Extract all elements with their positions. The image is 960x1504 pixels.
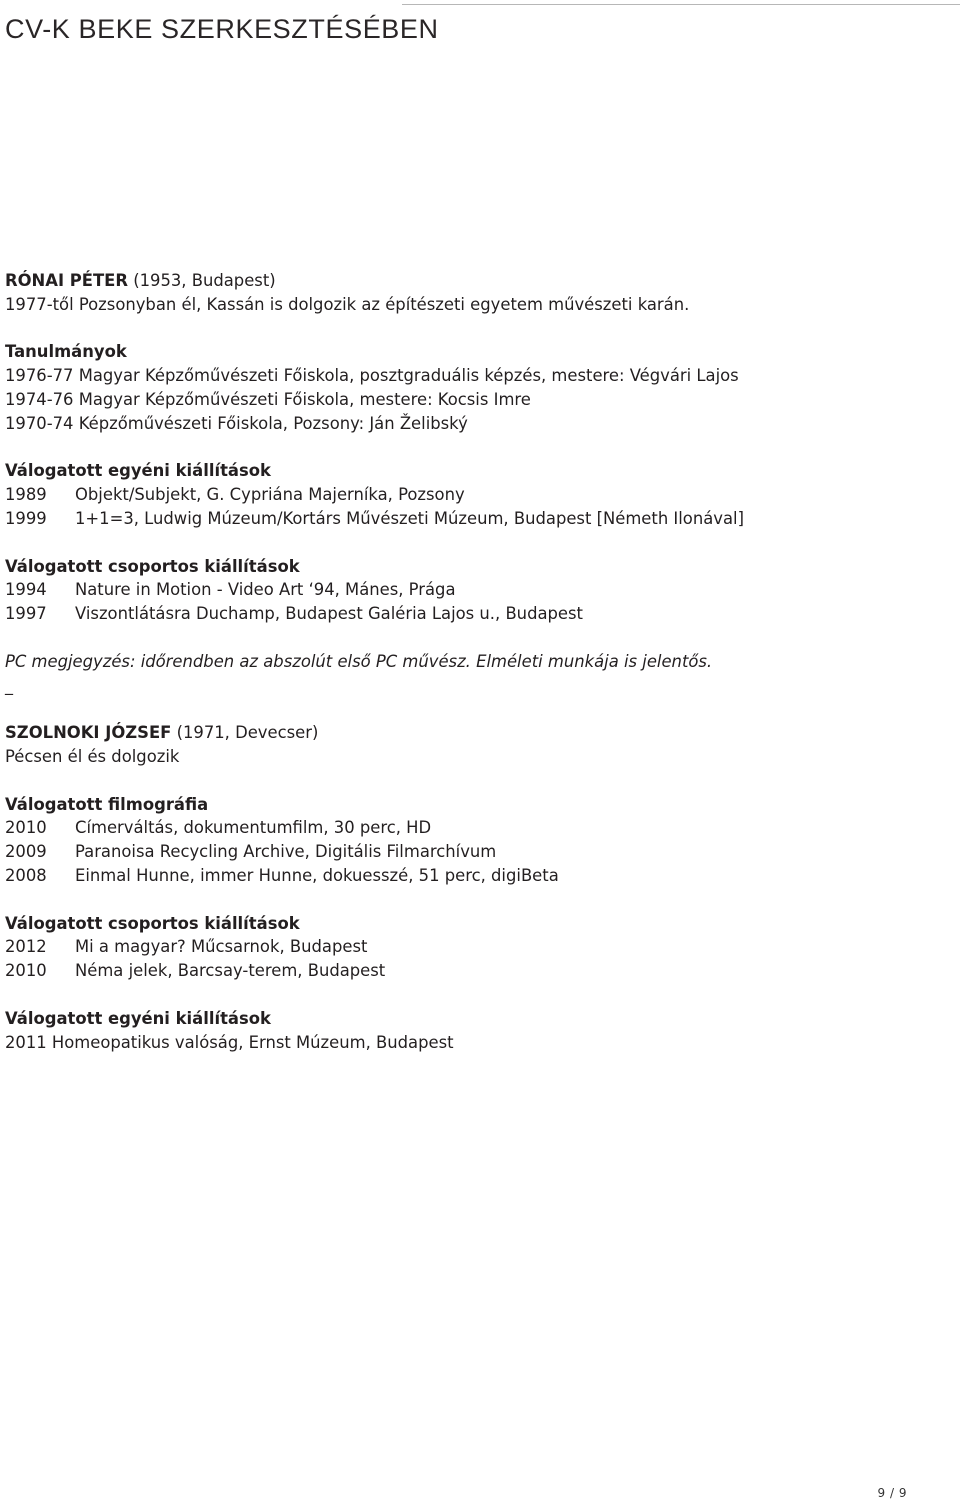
section-heading-group: Válogatott csoportos kiállítások: [5, 556, 300, 576]
study-item: 1974-76 Magyar Képzőművészeti Főiskola, mestere: Kocsis Imre: [5, 389, 531, 409]
section-heading-films: Válogatott filmográfia: [5, 794, 209, 814]
study-item: 1976-77 Magyar Képzőművészeti Főiskola, posztgraduális képzés, mestere: Végvári Lajos: [5, 366, 739, 386]
pc-note: PC megjegyzés: időrendben az abszolút első PC művész. Elméleti munkája is jelentős.: [5, 651, 713, 671]
exhibition-item: [5, 935, 955, 959]
film-text: Einmal Hunne, immer Hunne, dokuesszé, 51 perc, digiBeta: [75, 865, 559, 885]
exhibition-item: [5, 602, 955, 626]
person-bio: 1977-től Pozsonyban él, Kassán is dolgozik az építészeti egyetem művészeti karán.: [5, 294, 690, 314]
film-item: [5, 864, 955, 888]
exhibition-text: Mi a magyar? Műcsarnok, Budapest: [75, 937, 368, 957]
film-item: [5, 840, 955, 864]
exhibition-year: 2010: [5, 961, 47, 981]
study-item: 1970-74 Képzőművészeti Főiskola, Pozsony: Ján Želibský: [5, 413, 468, 433]
exhibition-year: 1989: [5, 485, 47, 505]
person-name: RÓNAI PÉTER: [5, 271, 128, 290]
exhibition-year: 1999: [5, 508, 47, 528]
person-name: SZOLNOKI JÓZSEF: [5, 723, 172, 743]
exhibition-text: Objekt/Subjekt, G. Cypriána Majerníka, Pozsony: [75, 485, 465, 505]
person-bio: Pécsen él és dolgozik: [5, 746, 180, 766]
exhibition-item: [5, 959, 955, 983]
person-heading: [5, 269, 955, 293]
exhibition-year: 1994: [5, 580, 47, 600]
exhibition-text: Nature in Motion - Video Art ‘94, Mánes, Prága: [75, 580, 456, 600]
film-year: 2009: [5, 842, 47, 862]
exhibition-item: 2011 Homeopatikus valóság, Ernst Múzeum, Budapest: [5, 1032, 454, 1052]
section-heading-solo: Válogatott egyéni kiállítások: [5, 461, 271, 481]
separator: _: [5, 675, 13, 695]
exhibition-item: [5, 507, 955, 531]
cv-content: [5, 269, 955, 1054]
section-heading-solo: Válogatott egyéni kiállítások: [5, 1008, 271, 1028]
film-year: 2010: [5, 818, 47, 838]
section-heading-studies: Tanulmányok: [5, 342, 127, 362]
exhibition-year: 2012: [5, 937, 47, 957]
page-title: CV-K BEKE SZERKESZTÉSÉBEN: [5, 14, 439, 44]
exhibition-year: 1997: [5, 604, 47, 624]
person-heading: [5, 721, 955, 745]
section-heading-group: Válogatott csoportos kiállítások: [5, 913, 300, 933]
page-number: 9 / 9: [877, 1486, 907, 1500]
header-rule: [402, 4, 960, 5]
film-text: Címerváltás, dokumentumfilm, 30 perc, HD: [75, 818, 432, 838]
film-text: Paranoisa Recycling Archive, Digitális Filmarchívum: [75, 842, 497, 862]
exhibition-text: Néma jelek, Barcsay-terem, Budapest: [75, 961, 386, 981]
exhibition-item: [5, 578, 955, 602]
person-born: (1953, Budapest): [133, 271, 276, 290]
exhibition-text: Viszontlátásra Duchamp, Budapest Galéria Lajos u., Budapest: [75, 604, 583, 624]
person-born: (1971, Devecser): [176, 723, 319, 743]
film-year: 2008: [5, 865, 47, 885]
exhibition-item: [5, 483, 955, 507]
exhibition-text: 1+1=3, Ludwig Múzeum/Kortárs Művészeti Múzeum, Budapest [Németh Ilonával]: [75, 508, 744, 528]
film-item: [5, 816, 955, 840]
